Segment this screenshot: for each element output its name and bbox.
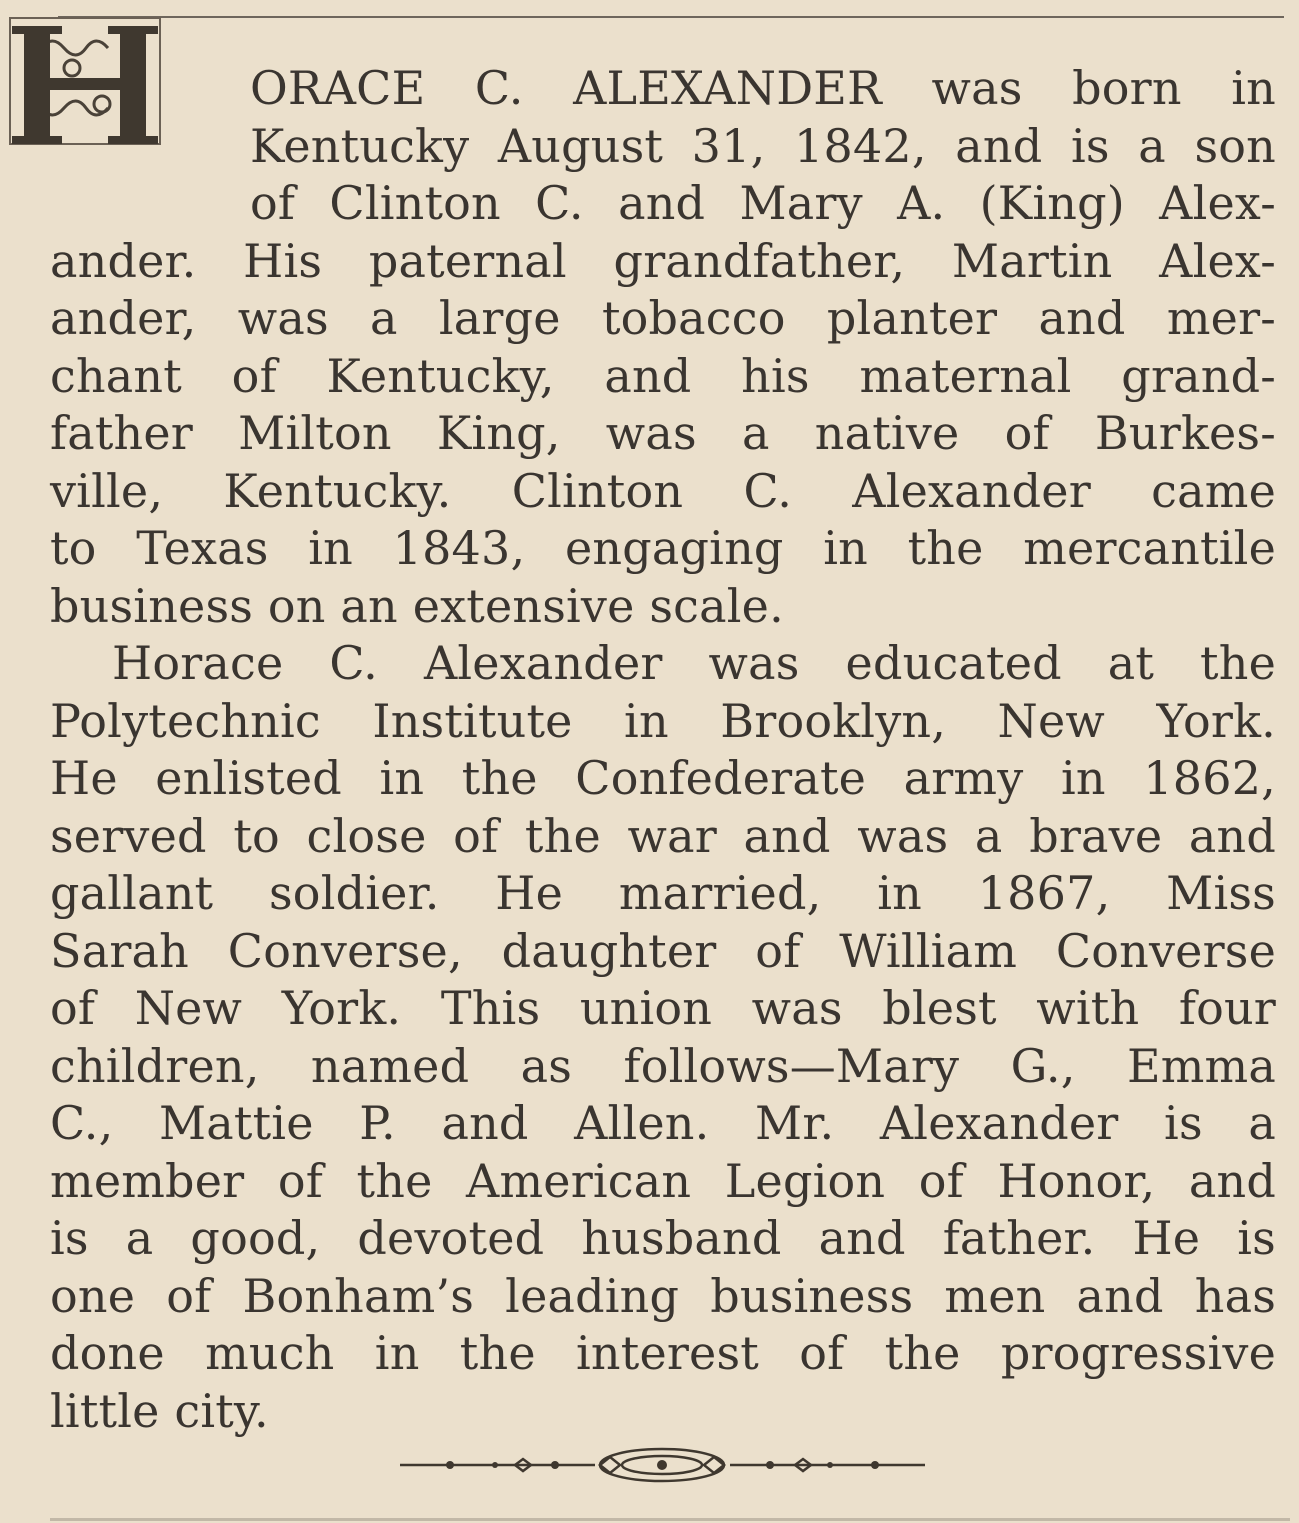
text-line: of Clinton C. and Mary A. (King) Alex- [250,176,1276,230]
text-line: to Texas in 1843, engaging in the mercantile [50,521,1276,575]
text-line: member of the American Legion of Honor, and [50,1153,1276,1208]
text-line: ville, Kentucky. Clinton C. Alexander came [50,463,1276,518]
top-rule [58,16,1284,18]
biography-article [50,60,1276,1440]
decorative-divider-ornament [395,1440,930,1490]
text-line: business on an extensive scale. [50,578,784,633]
text-line: chant of Kentucky, and his maternal grand- [50,348,1276,403]
text-line: one of Bonham’s leading business men and has [50,1268,1276,1323]
text-line: children, named as follows—Mary G., Emma [50,1038,1276,1093]
text-line: Polytechnic Institute in Brooklyn, New York. [50,693,1276,748]
text-line: gallant soldier. He married, in 1867, Miss [50,866,1276,920]
paragraph-1 [50,60,1276,635]
text-line: served to close of the war and was a brave and [50,808,1276,863]
paragraph-2 [50,635,1276,1440]
text-line: ander. His paternal grandfather, Martin Alex- [50,233,1276,288]
text-line: Horace C. Alexander was educated at the [112,636,1276,690]
text-line: little city. [50,1383,269,1438]
text-line: father Milton King, was a native of Burkes- [50,406,1276,460]
text-line: of New York. This union was blest with four [50,981,1276,1035]
next-article-cutoff [50,1508,1290,1523]
text-line: Kentucky August 31, 1842, and is a son [250,118,1276,173]
text-line: done much in the interest of the progressive [50,1326,1276,1380]
text-line: Sarah Converse, daughter of William Converse [50,923,1276,978]
text-line: ORACE C. ALEXANDER was born in [250,61,1276,115]
text-line: C., Mattie P. and Allen. Mr. Alexander is a [50,1096,1276,1150]
text-line: is a good, devoted husband and father. He is [50,1211,1276,1265]
text-line: ander, was a large tobacco planter and mer- [50,291,1276,345]
text-line: He enlisted in the Confederate army in 1862, [50,751,1276,805]
